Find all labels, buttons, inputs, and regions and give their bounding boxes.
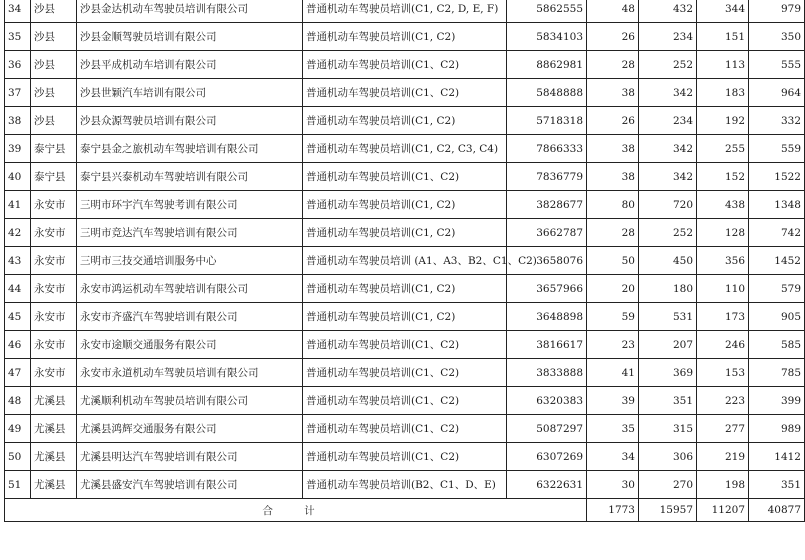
value-b-cell: 252 bbox=[639, 51, 697, 79]
training-scope-cell: 普通机动车驾驶员培训(C1、C2) bbox=[303, 359, 507, 387]
value-a-cell: 38 bbox=[587, 79, 639, 107]
table-row bbox=[5, 247, 805, 275]
value-c-cell: 113 bbox=[697, 51, 749, 79]
value-d-cell: 1412 bbox=[749, 443, 805, 471]
school-name-cell: 尤溪县盛安汽车驾驶培训有限公司 bbox=[77, 471, 303, 499]
value-d-cell: 351 bbox=[749, 471, 805, 499]
value-b-cell: 369 bbox=[639, 359, 697, 387]
school-name-cell: 泰宁县金之旅机动车驾驶培训有限公司 bbox=[77, 135, 303, 163]
value-d-cell: 579 bbox=[749, 275, 805, 303]
row-number: 40 bbox=[5, 163, 31, 191]
value-a-cell: 39 bbox=[587, 387, 639, 415]
county-cell: 永安市 bbox=[31, 191, 77, 219]
value-c-cell: 173 bbox=[697, 303, 749, 331]
county-cell: 泰宁县 bbox=[31, 163, 77, 191]
county-cell: 永安市 bbox=[31, 219, 77, 247]
value-c-cell: 277 bbox=[697, 415, 749, 443]
training-scope-cell: 普通机动车驾驶员培训(C1, C2) bbox=[303, 107, 507, 135]
value-b-cell: 432 bbox=[639, 0, 697, 23]
value-d-cell: 989 bbox=[749, 415, 805, 443]
table-row bbox=[5, 0, 805, 23]
value-d-cell: 559 bbox=[749, 135, 805, 163]
value-d-cell: 350 bbox=[749, 23, 805, 51]
county-cell: 尤溪县 bbox=[31, 471, 77, 499]
school-name-cell: 三明市环宇汽车驾驶考训有限公司 bbox=[77, 191, 303, 219]
training-scope-cell: 普通机动车驾驶员培训(C1、C2) bbox=[303, 51, 507, 79]
value-c-cell: 183 bbox=[697, 79, 749, 107]
table-row bbox=[5, 331, 805, 359]
training-scope-cell: 普通机动车驾驶员培训(C1, C2) bbox=[303, 219, 507, 247]
value-b-cell: 351 bbox=[639, 387, 697, 415]
value-d-cell: 585 bbox=[749, 331, 805, 359]
value-a-cell: 41 bbox=[587, 359, 639, 387]
total-label: 合 计 bbox=[5, 499, 587, 522]
total-c: 11207 bbox=[697, 499, 749, 522]
value-c-cell: 151 bbox=[697, 23, 749, 51]
value-b-cell: 720 bbox=[639, 191, 697, 219]
table-row bbox=[5, 275, 805, 303]
row-number: 43 bbox=[5, 247, 31, 275]
training-scope-cell: 普通机动车驾驶员培训(C1, C2) bbox=[303, 191, 507, 219]
school-name-cell: 永安市鸿运机动车驾驶培训有限公司 bbox=[77, 275, 303, 303]
county-cell: 尤溪县 bbox=[31, 443, 77, 471]
value-b-cell: 234 bbox=[639, 107, 697, 135]
value-a-cell: 50 bbox=[587, 247, 639, 275]
value-b-cell: 450 bbox=[639, 247, 697, 275]
value-a-cell: 59 bbox=[587, 303, 639, 331]
value-d-cell: 979 bbox=[749, 0, 805, 23]
value-c-cell: 356 bbox=[697, 247, 749, 275]
training-scope-cell: 普通机动车驾驶员培训(C1, C2, D, E, F) bbox=[303, 0, 507, 23]
value-a-cell: 34 bbox=[587, 443, 639, 471]
training-scope-cell: 普通机动车驾驶员培训(B2、C1、D、E) bbox=[303, 471, 507, 499]
total-b: 15957 bbox=[639, 499, 697, 522]
training-scope-cell: 普通机动车驾驶员培训(C1, C2, C3, C4) bbox=[303, 135, 507, 163]
value-d-cell: 1522 bbox=[749, 163, 805, 191]
value-d-cell: 905 bbox=[749, 303, 805, 331]
row-number: 36 bbox=[5, 51, 31, 79]
value-b-cell: 270 bbox=[639, 471, 697, 499]
table-row bbox=[5, 359, 805, 387]
county-cell: 尤溪县 bbox=[31, 415, 77, 443]
row-number: 45 bbox=[5, 303, 31, 331]
table-row bbox=[5, 471, 805, 499]
county-cell: 尤溪县 bbox=[31, 387, 77, 415]
value-c-cell: 255 bbox=[697, 135, 749, 163]
schools-table bbox=[4, 0, 805, 522]
value-c-cell: 152 bbox=[697, 163, 749, 191]
school-name-cell: 沙县平成机动车培训有限公司 bbox=[77, 51, 303, 79]
total-row bbox=[5, 499, 805, 522]
table-row bbox=[5, 23, 805, 51]
total-a: 1773 bbox=[587, 499, 639, 522]
value-a-cell: 38 bbox=[587, 135, 639, 163]
value-b-cell: 207 bbox=[639, 331, 697, 359]
row-number: 35 bbox=[5, 23, 31, 51]
table-row bbox=[5, 415, 805, 443]
county-cell: 泰宁县 bbox=[31, 135, 77, 163]
value-d-cell: 399 bbox=[749, 387, 805, 415]
value-b-cell: 342 bbox=[639, 135, 697, 163]
school-name-cell: 永安市永道机动车驾驶员培训有限公司 bbox=[77, 359, 303, 387]
school-name-cell: 沙县金达机动车驾驶员培训有限公司 bbox=[77, 0, 303, 23]
phone-cell: 3648898 bbox=[507, 303, 587, 331]
row-number: 41 bbox=[5, 191, 31, 219]
phone-cell: 6320383 bbox=[507, 387, 587, 415]
training-scope-cell: 普通机动车驾驶员培训(C1、C2) bbox=[303, 163, 507, 191]
value-a-cell: 20 bbox=[587, 275, 639, 303]
training-scope-cell: 普通机动车驾驶员培训(C1、C2) bbox=[303, 387, 507, 415]
training-scope-cell: 普通机动车驾驶员培训(C1, C2) bbox=[303, 23, 507, 51]
row-number: 34 bbox=[5, 0, 31, 23]
value-a-cell: 35 bbox=[587, 415, 639, 443]
value-d-cell: 332 bbox=[749, 107, 805, 135]
school-name-cell: 三明市三技交通培训服务中心 bbox=[77, 247, 303, 275]
table-row bbox=[5, 443, 805, 471]
phone-cell: 3658076 bbox=[507, 247, 587, 275]
value-b-cell: 252 bbox=[639, 219, 697, 247]
row-number: 49 bbox=[5, 415, 31, 443]
training-scope-cell: 普通机动车驾驶员培训(C1, C2) bbox=[303, 303, 507, 331]
row-number: 39 bbox=[5, 135, 31, 163]
value-c-cell: 128 bbox=[697, 219, 749, 247]
phone-cell: 7866333 bbox=[507, 135, 587, 163]
value-a-cell: 26 bbox=[587, 107, 639, 135]
table-row bbox=[5, 107, 805, 135]
table-row bbox=[5, 79, 805, 107]
county-cell: 永安市 bbox=[31, 303, 77, 331]
school-name-cell: 尤溪县明达汽车驾驶培训有限公司 bbox=[77, 443, 303, 471]
value-a-cell: 26 bbox=[587, 23, 639, 51]
value-c-cell: 246 bbox=[697, 331, 749, 359]
school-name-cell: 永安市齐盛汽车驾驶培训有限公司 bbox=[77, 303, 303, 331]
row-number: 51 bbox=[5, 471, 31, 499]
table-row bbox=[5, 51, 805, 79]
row-number: 44 bbox=[5, 275, 31, 303]
row-number: 48 bbox=[5, 387, 31, 415]
row-number: 42 bbox=[5, 219, 31, 247]
value-b-cell: 531 bbox=[639, 303, 697, 331]
phone-cell: 8862981 bbox=[507, 51, 587, 79]
value-a-cell: 28 bbox=[587, 51, 639, 79]
value-c-cell: 110 bbox=[697, 275, 749, 303]
row-number: 37 bbox=[5, 79, 31, 107]
training-scope-cell: 普通机动车驾驶员培训(C1、C2) bbox=[303, 331, 507, 359]
value-d-cell: 785 bbox=[749, 359, 805, 387]
value-c-cell: 153 bbox=[697, 359, 749, 387]
value-b-cell: 234 bbox=[639, 23, 697, 51]
row-number: 46 bbox=[5, 331, 31, 359]
county-cell: 永安市 bbox=[31, 247, 77, 275]
total-d: 40877 bbox=[749, 499, 805, 522]
value-c-cell: 198 bbox=[697, 471, 749, 499]
phone-cell: 5718318 bbox=[507, 107, 587, 135]
value-b-cell: 342 bbox=[639, 79, 697, 107]
training-scope-cell: 普通机动车驾驶员培训(C1、C2) bbox=[303, 415, 507, 443]
training-scope-cell: 普通机动车驾驶员培训(C1、C2) bbox=[303, 443, 507, 471]
value-d-cell: 555 bbox=[749, 51, 805, 79]
school-name-cell: 永安市途顺交通服务有限公司 bbox=[77, 331, 303, 359]
phone-cell: 3833888 bbox=[507, 359, 587, 387]
phone-cell: 5834103 bbox=[507, 23, 587, 51]
school-name-cell: 三明市竞达汽车驾驶培训有限公司 bbox=[77, 219, 303, 247]
county-cell: 永安市 bbox=[31, 359, 77, 387]
table-row bbox=[5, 303, 805, 331]
county-cell: 永安市 bbox=[31, 275, 77, 303]
value-a-cell: 38 bbox=[587, 163, 639, 191]
county-cell: 沙县 bbox=[31, 0, 77, 23]
school-name-cell: 尤溪顺利机动车驾驶员培训有限公司 bbox=[77, 387, 303, 415]
phone-cell: 5087297 bbox=[507, 415, 587, 443]
school-name-cell: 沙县众源驾驶员培训有限公司 bbox=[77, 107, 303, 135]
value-c-cell: 223 bbox=[697, 387, 749, 415]
phone-cell: 3828677 bbox=[507, 191, 587, 219]
phone-cell: 3662787 bbox=[507, 219, 587, 247]
row-number: 47 bbox=[5, 359, 31, 387]
school-name-cell: 沙县金顺驾驶员培训有限公司 bbox=[77, 23, 303, 51]
value-a-cell: 28 bbox=[587, 219, 639, 247]
value-a-cell: 30 bbox=[587, 471, 639, 499]
value-a-cell: 48 bbox=[587, 0, 639, 23]
table-row bbox=[5, 135, 805, 163]
value-b-cell: 306 bbox=[639, 443, 697, 471]
value-d-cell: 1348 bbox=[749, 191, 805, 219]
row-number: 50 bbox=[5, 443, 31, 471]
value-a-cell: 80 bbox=[587, 191, 639, 219]
value-b-cell: 315 bbox=[639, 415, 697, 443]
value-d-cell: 1452 bbox=[749, 247, 805, 275]
county-cell: 沙县 bbox=[31, 23, 77, 51]
phone-cell: 5848888 bbox=[507, 79, 587, 107]
training-scope-cell: 普通机动车驾驶员培训(C1、C2) bbox=[303, 79, 507, 107]
value-b-cell: 180 bbox=[639, 275, 697, 303]
value-d-cell: 964 bbox=[749, 79, 805, 107]
value-c-cell: 438 bbox=[697, 191, 749, 219]
school-name-cell: 尤溪县鸿辉交通服务有限公司 bbox=[77, 415, 303, 443]
value-c-cell: 219 bbox=[697, 443, 749, 471]
phone-cell: 6307269 bbox=[507, 443, 587, 471]
county-cell: 永安市 bbox=[31, 331, 77, 359]
table-row bbox=[5, 387, 805, 415]
phone-cell: 3816617 bbox=[507, 331, 587, 359]
value-c-cell: 344 bbox=[697, 0, 749, 23]
table-row bbox=[5, 163, 805, 191]
phone-cell: 5862555 bbox=[507, 0, 587, 23]
school-name-cell: 沙县世颖汽车培训有限公司 bbox=[77, 79, 303, 107]
value-d-cell: 742 bbox=[749, 219, 805, 247]
value-a-cell: 23 bbox=[587, 331, 639, 359]
table-body bbox=[5, 0, 805, 522]
county-cell: 沙县 bbox=[31, 107, 77, 135]
phone-cell: 7836779 bbox=[507, 163, 587, 191]
county-cell: 沙县 bbox=[31, 79, 77, 107]
table-row bbox=[5, 219, 805, 247]
value-b-cell: 342 bbox=[639, 163, 697, 191]
row-number: 38 bbox=[5, 107, 31, 135]
county-cell: 沙县 bbox=[31, 51, 77, 79]
training-scope-cell: 普通机动车驾驶员培训 (A1、A3、B2、C1、C2) bbox=[303, 247, 507, 275]
table-row bbox=[5, 191, 805, 219]
phone-cell: 6322631 bbox=[507, 471, 587, 499]
training-scope-cell: 普通机动车驾驶员培训(C1, C2) bbox=[303, 275, 507, 303]
phone-cell: 3657966 bbox=[507, 275, 587, 303]
value-c-cell: 192 bbox=[697, 107, 749, 135]
school-name-cell: 泰宁县兴泰机动车驾驶培训有限公司 bbox=[77, 163, 303, 191]
